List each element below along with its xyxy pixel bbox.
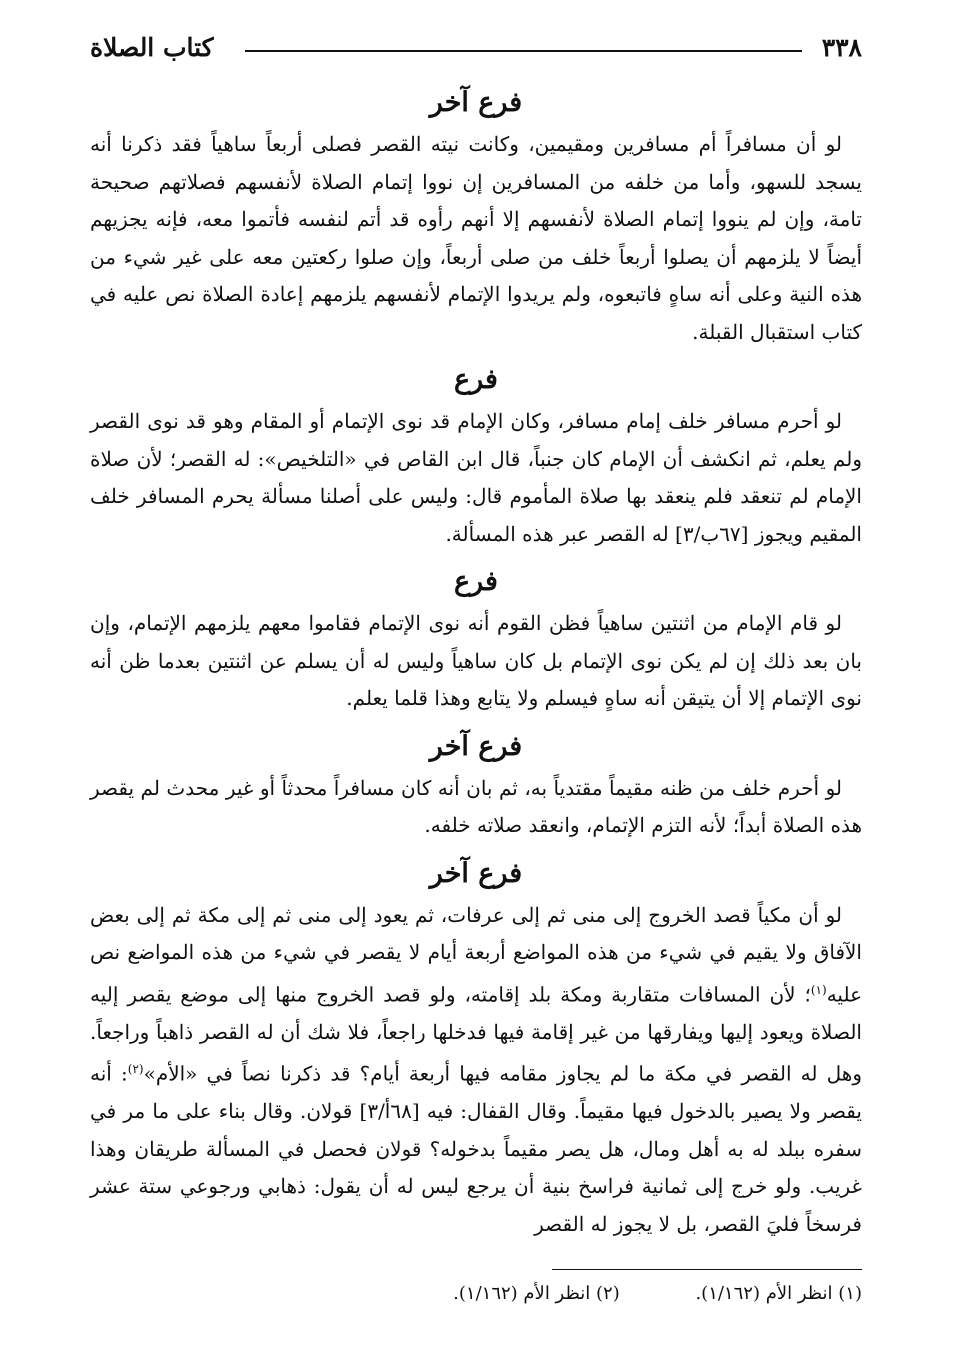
page-body [90,80,862,1249]
section-paragraph: لو أحرم خلف من ظنه مقيماً مقتدياً به، ثم بان أنه كان مسافراً محدثاً أو غير محدث لم يقصر هذه الصلاة أبداً؛ لأنه التزم الإتمام، وانعقد صلاته خلفه. [90,775,862,837]
section-paragraph: لو أن مسافراً أم مسافرين ومقيمين، وكانت نيته القصر فصلى أربعاً ساهياً فقد ذكرنا أنه يسجد للسهو، وأما من خلفه من المسافرين إن نووا إتمام الصلاة لأنفسهم فصلاتهم صحيحة تامة، وإن لم ينووا إتمام الصلاة لأنفسهم إلا أنهم رأوه قد أتم لنفسه فأتموا معه، فإنه يجزيهم أيضاً لا يلزمهم أن يصلوا أربعاً خلف من صلى أربعاً، وإن صلوا ركعتين معه على غير شيء من هذه النية وعلى أنه ساهٍ فاتبعوه، ولم يريدوا الإتمام لأنفسهم يلزمهم إعادة الصلاة نص عليه في كتاب استقبال القبلة. [90,132,862,344]
paragraph-text: : أنه يقصر ولا يصير بالدخول فيها مقيماً. وقال القفال: فيه [٦٨أ/٣] قولان. وقال بناء على ما مر في سفره ببلد له به أهل ومال، هل يصر مقيماً بدخوله؟ قولان فحصل في المسألة طريقان وهذا غريب. ولو خرج إلى ثمانية فراسخ بنية أن يرجع ليس له أن يقول: ذهابي ورجوعي ستة عشر فرسخاً فليَ القصر، بل لا يجوز له القصر [90,1061,862,1236]
footnote: (١) انظر الأم (١/١٦٢). [695,1283,862,1304]
book-title: كتاب الصلاة [90,33,214,62]
footnote: (٢) انظر الأم (١/١٦٢). [453,1283,620,1304]
footnote-rule [552,1269,862,1270]
section-heading: فرع [454,566,498,597]
paragraph-text: لو أن مكياً قصد الخروج إلى منى ثم إلى عرفات، ثم يعود إلى منى ثم إلى مكة ثم إلى بعض الآفاق ولا يقيم في شيء من هذه المواضع أربعة أيام لا يقصر في شيء من هذه المواضع نص عليه [90,902,862,1007]
section-heading: فرع آخر [429,87,523,118]
section-heading: فرع آخر [429,857,523,889]
footnote-marker: (٢) [127,1062,144,1077]
running-header [90,30,862,70]
section-paragraph: لو أحرم مسافر خلف إمام مسافر، وكان الإمام قد نوى الإتمام أو المقام وهو قد نوى القصر ولم يعلم، ثم انكشف أن الإمام كان جنباً، قال ابن القاص في «التلخيص»: له القصر؛ لأن صلاة الإمام لم تنعقد فلم ينعقد بها صلاة المأموم قال: وليس على أصلنا مسألة يحرم المسافر خلف المقيم ويجوز [٦٧ب/٣] له القصر عبر هذه المسألة. [90,409,862,546]
section-paragraph [90,897,862,1244]
header-rule [245,50,802,52]
section-paragraph: لو قام الإمام من اثنتين ساهياً فظن القوم أنه نوى الإتمام فقاموا معهم يلزمهم الإتمام، وإن بان بعد ذلك إن لم يكن نوى الإتمام بل كان ساهياً وليس له أن يسلم عن اثنتين بعدما ظن أنه نوى الإتمام إلا أن يتيقن أنه ساهٍ فيسلم ولا يتابع وهذا قلما يعلم. [90,611,862,710]
paragraph-text: ؛ لأن المسافات متقاربة ومكة بلد إقامته، ولو قصد الخروج منها إلى موضع يقصر إليه الصلاة ويعود إليها ويفارقها من غير إقامة فيها فدخلها راجعاً، فلا شك أن له القصر ذاهباً وراجعاً. وهل له القصر في مكة ما لم يجاوز مقامه فيها أربعة أيام؟ قد ذكرنا نصاً في «الأم» [90,982,862,1086]
section-heading: فرع [454,364,498,395]
footnotes [90,1280,862,1308]
section-heading: فرع آخر [429,730,523,762]
footnote-marker: (١) [810,982,827,997]
page-number: ٣٣٨ [821,33,862,62]
